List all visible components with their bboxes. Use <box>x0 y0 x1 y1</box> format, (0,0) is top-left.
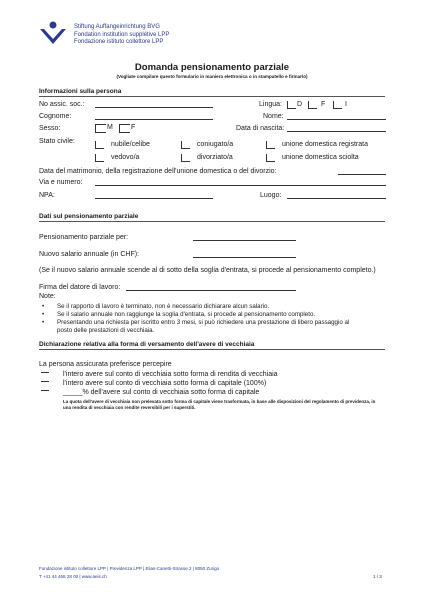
sesso-f-label: F <box>131 124 136 131</box>
nascita-input[interactable] <box>287 131 386 132</box>
luogo-label: Luogo: <box>260 192 282 199</box>
option-percentuale-label: _____% dell'avere sul conto di vecchiaia sotto forma di capitale <box>63 389 260 396</box>
fine-print: una rendita di vecchiaia con rendite reversibili per i superstiti. <box>63 405 196 410</box>
footer-address: Fondazione istituto collettore LPP | Previdenza LPP | Elias-Canetti-Strasse 2 | 8050 Zurigo <box>39 566 220 571</box>
option-capitale-marker[interactable] <box>41 378 49 382</box>
org-name-it: Fondazione istituto collettore LPP <box>74 39 164 45</box>
note-bullet: • <box>42 319 45 326</box>
nome-label: Nome: <box>263 113 284 120</box>
lingua-d-label: D <box>297 101 303 108</box>
salary-note: (Se il nuovo salario annuale scende al di sotto della soglia d'entrata, si procede al pensionamento completo.) <box>39 267 376 274</box>
foundation-logo <box>38 20 68 50</box>
lingua-i-label: I <box>345 101 347 108</box>
page-title: Domanda pensionamento parziale <box>134 62 290 73</box>
note-item: Presentando una richiesta per iscritto entro 3 mesi, si può richiedere una prestazione di libero passaggio al <box>57 319 350 326</box>
nome-input[interactable] <box>287 119 386 120</box>
stato-divorziato-label: divorziato/a <box>197 154 233 161</box>
note-item: Se il rapporto di lavoro è terminato, non è necessario dichiarare alcun salario. <box>57 303 270 310</box>
cognome-label: Cognome: <box>39 113 72 120</box>
via-label: Via e numero: <box>39 179 83 186</box>
logo-figure-icon <box>38 20 68 50</box>
matrimonio-input[interactable] <box>338 174 386 175</box>
section-declaration-title: Dichiarazione relativa alla forma di versamento dell'avere di vecchiaia <box>39 341 255 348</box>
note-item: Se il salario annuale non raggiunge la soglia d'entrata, si procede al pensionamento completo. <box>57 311 316 318</box>
stato-label: Stato civile: <box>39 138 75 145</box>
stato-coniugato-checkbox[interactable] <box>181 141 190 149</box>
lingua-f-checkbox[interactable] <box>308 101 317 109</box>
lingua-i-checkbox[interactable] <box>333 101 342 109</box>
pensionamento-per-label: Pensionamento parziale per: <box>39 234 129 241</box>
option-percentuale-marker[interactable] <box>41 387 49 391</box>
stato-sciolta-checkbox[interactable] <box>266 154 275 162</box>
stato-registrata-checkbox[interactable] <box>266 141 275 149</box>
nascita-label: Data di nascita: <box>236 125 285 132</box>
option-capitale-label: l'intero avere sul conto di vecchiaia sotto forma di capitale (100%) <box>63 380 267 387</box>
npa-label: NPA: <box>39 192 55 199</box>
sesso-m-checkbox[interactable] <box>95 124 106 133</box>
section-divider <box>39 96 385 97</box>
lingua-f-label: F <box>321 101 326 108</box>
salary-label: Nuovo salario annuale (in CHF): <box>39 251 139 258</box>
sesso-f-checkbox[interactable] <box>119 124 130 133</box>
sesso-m-label: M <box>107 124 113 131</box>
cognome-input[interactable] <box>95 119 213 120</box>
stato-vedovo-checkbox[interactable] <box>95 154 104 162</box>
option-rendita-label: l'intero avere sul conto di vecchiaia sotto forma di rendita di vecchiaia <box>63 371 278 378</box>
lingua-d-checkbox[interactable] <box>287 101 296 109</box>
note-item: posto delle prestazioni di vecchiaia. <box>57 327 155 334</box>
via-input[interactable] <box>95 185 386 186</box>
stato-sciolta-label: unione domestica sciolta <box>282 154 359 161</box>
section-personal-title: Informazioni sulla persona <box>39 88 122 95</box>
section-divider <box>39 221 385 222</box>
note-bullet: • <box>42 303 45 310</box>
lingua-label: Lingua: <box>259 101 282 108</box>
declaration-intro: La persona assicurata preferisce percepire <box>39 361 172 368</box>
stato-divorziato-checkbox[interactable] <box>181 154 190 162</box>
page-subtitle: (Vogliate compilare questo formulario in maniera elettronica o in stampatello e firmarlo) <box>116 74 308 79</box>
assic-label: No assic. soc.: <box>39 101 85 108</box>
note-bullet: • <box>42 311 45 318</box>
firma-label: Firma del datore di lavoro: <box>39 284 121 291</box>
stato-nubile-label: nubile/celibe <box>111 141 150 148</box>
section-partial-title: Dati sul pensionamento parziale <box>39 213 139 220</box>
pensionamento-per-input[interactable] <box>193 240 296 241</box>
firma-input[interactable] <box>126 290 296 291</box>
notes-title: Note: <box>39 293 56 300</box>
footer-contact: T +41 44 468 28 00 | www.aeis.ch <box>39 574 107 579</box>
matrimonio-label: Data del matrimonio, della registrazione dell'unione domestica o del divorzio: <box>39 168 277 175</box>
page-number: 1 / 3 <box>373 574 382 579</box>
npa-input[interactable] <box>95 198 213 199</box>
stato-vedovo-label: vedovo/a <box>111 154 140 161</box>
option-rendita-marker[interactable] <box>41 369 49 373</box>
section-divider <box>39 349 385 350</box>
assic-input[interactable] <box>95 107 213 108</box>
org-name-fr: Fondation institution supplétive LPP <box>74 31 170 38</box>
stato-nubile-checkbox[interactable] <box>95 141 104 149</box>
sesso-label: Sesso: <box>39 125 61 132</box>
luogo-input[interactable] <box>287 198 386 199</box>
stato-coniugato-label: coniugato/a <box>197 141 234 148</box>
fine-print: La quota dell'avere di vecchiaia non prelevata sotto forma di capitale viene trasformata, in base alle disposizioni del regolamento di previdenza, in <box>63 399 376 404</box>
salary-input[interactable] <box>193 257 296 258</box>
stato-registrata-label: unione domestica registrata <box>282 141 368 148</box>
org-name-de: Stiftung Auffangeinrichtung BVG <box>74 24 160 30</box>
